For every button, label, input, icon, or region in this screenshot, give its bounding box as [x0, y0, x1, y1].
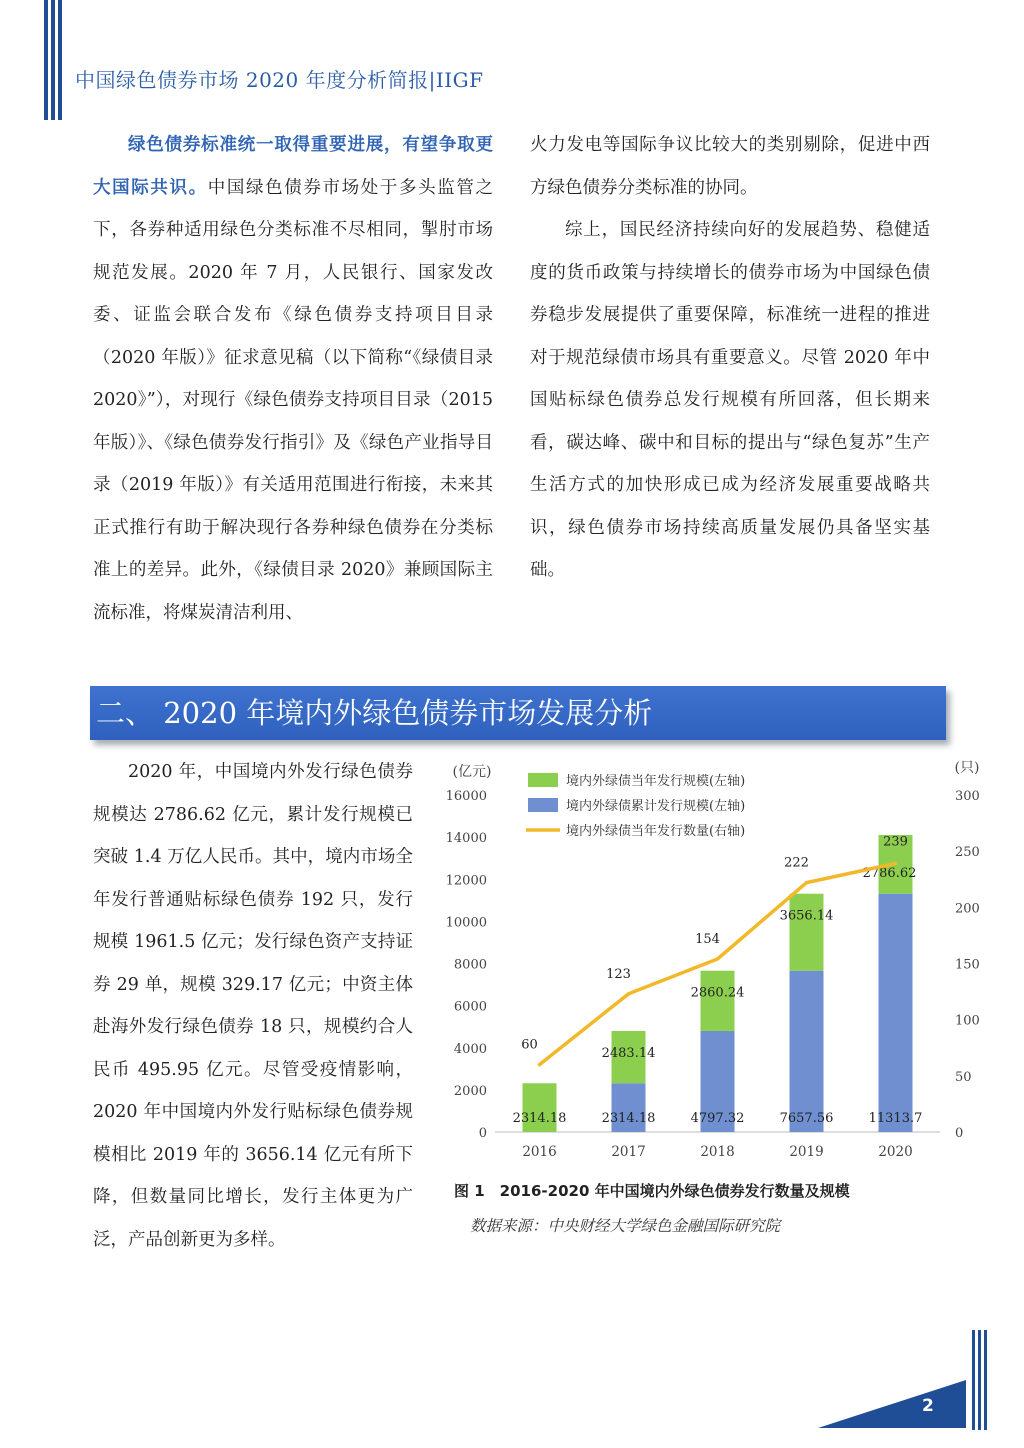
- x-tick-label: 2016: [522, 1144, 557, 1160]
- legend-swatch-bar: [528, 798, 558, 812]
- y-left-unit: (亿元): [452, 764, 492, 780]
- y-right-unit: (只): [954, 760, 980, 776]
- y-right-tick-label: 250: [955, 845, 980, 861]
- data-label-count: 239: [883, 834, 908, 850]
- y-right-tick-label: 150: [955, 957, 980, 973]
- footer-bar: [978, 1330, 981, 1430]
- y-right-tick-label: 50: [955, 1069, 972, 1085]
- data-label-cumulative: 2314.18: [601, 1111, 656, 1126]
- y-left-tick-label: 8000: [453, 957, 487, 973]
- y-left-tick-label: 4000: [453, 1041, 487, 1057]
- left-column-body: 中国绿色债券市场处于多头监管之下，各券种适用绿色分类标准不尽相同，掣肘市场规范发展。2020 年 7 月，人民银行、国家发改委、证监会联合发布《绿色债券支持项目目录（2020 年版）》征求意见稿（以下简称“《绿债目录 2020》”），对现行《绿色债券支持项目目录（2015 年版）》、《绿色债券发行指引》及《绿色产业指导目录（2019 年版）》有关适用范围进行衔接，未来其正式推行有助于解决现行各券种绿色债券在分类标准上的差异。此外，《绿债目录 2020》兼顾国际主流标准，将煤炭清洁利用、: [93, 177, 493, 623]
- bar-annual-2018: [701, 971, 735, 1031]
- data-label-count: 154: [695, 932, 720, 948]
- x-tick-label: 2020: [878, 1144, 913, 1160]
- y-right-tick-label: 0: [955, 1126, 964, 1141]
- left-column-text: [93, 124, 493, 634]
- data-label-annual: 2483.14: [601, 1045, 656, 1061]
- legend-label: 境内外绿债累计发行规模(左轴): [566, 799, 746, 814]
- data-label-count: 123: [606, 966, 631, 982]
- highlight-lead: 绿色债券标准统一取得重要进展，有望争取更大国际共识。: [93, 135, 493, 198]
- legend-label: 境内外绿债当年发行规模(左轴): [566, 774, 746, 789]
- y-left-tick-label: 10000: [445, 915, 487, 931]
- y-right-tick-label: 100: [955, 1013, 980, 1029]
- right-column-para2: 综上，国民经济持续向好的发展趋势、稳健适度的货币政策与持续增长的债券市场为中国绿色债券稳步发展提供了重要保障，标准统一进程的推进对于规范绿债市场具有重要意义。尽管 2020 年中国贴标绿色债券总发行规模有所回落，但长期来看，碳达峰、碳中和目标的提出与“绿色复苏”生产生活方式的加快形成已成为经济发展重要战略共识，绿色债券市场持续高质量发展仍具备坚实基础。: [530, 220, 930, 580]
- x-tick-label: 2018: [700, 1144, 735, 1160]
- x-tick-label: 2017: [611, 1144, 646, 1160]
- header-title: 中国绿色债券市场 2020 年度分析简报|IIGF: [75, 68, 484, 92]
- y-left-tick-label: 2000: [453, 1083, 487, 1099]
- footer-bar: [984, 1330, 987, 1430]
- y-left-tick-label: 0: [478, 1126, 487, 1141]
- figure-source: 数据来源：中央财经大学绿色金融国际研究院: [470, 1217, 781, 1235]
- bar-cumulative-2019: [790, 971, 824, 1132]
- section-banner: 二、 2020 年境内外绿色债券市场发展分析: [90, 686, 946, 740]
- legend-label: 境内外绿债当年发行数量(右轴): [566, 824, 746, 839]
- figure-caption: 图 1 2016-2020 年中国境内外绿色债券发行数量及规模: [454, 1182, 850, 1200]
- x-tick-label: 2019: [789, 1144, 824, 1160]
- figure-chart: [430, 752, 990, 1172]
- data-label-annual: 2860.24: [690, 985, 745, 1001]
- data-label-count: 60: [521, 1037, 538, 1053]
- legend-swatch-bar: [528, 773, 558, 787]
- y-right-tick-label: 300: [955, 789, 980, 804]
- y-left-tick-label: 14000: [445, 831, 487, 847]
- header-bar: [58, 0, 62, 120]
- y-left-tick-label: 16000: [445, 789, 487, 804]
- data-label-cumulative: 7657.56: [779, 1111, 834, 1126]
- data-label-annual: 3656.14: [779, 908, 834, 924]
- bar-cumulative-2020: [879, 894, 913, 1132]
- y-left-tick-label: 12000: [445, 873, 487, 889]
- header-bar: [44, 0, 48, 120]
- data-label-cumulative: 4797.32: [690, 1111, 745, 1126]
- bar-line-chart: [430, 752, 990, 1172]
- footer-triangle: [818, 1380, 968, 1430]
- page-number: 2: [922, 1396, 934, 1416]
- header-bar: [51, 0, 55, 120]
- bar-annual-2019: [790, 894, 824, 971]
- y-left-tick-label: 6000: [453, 999, 487, 1015]
- data-label-cumulative: 11313.7: [868, 1111, 923, 1126]
- y-right-tick-label: 200: [955, 901, 980, 917]
- footer-bar: [972, 1330, 975, 1430]
- data-label-count: 222: [784, 855, 809, 871]
- right-column-para1: 火力发电等国际争议比较大的类别剔除，促进中西方绿色债券分类标准的协同。: [530, 135, 930, 198]
- section-text: 2020 年，中国境内外发行绿色债券规模达 2786.62 亿元，累计发行规模已突破 1.4 万亿人民币。其中，境内市场全年发行普通贴标绿色债券 192 只，发行规模 1961.5 亿元；发行绿色资产支持证券 29 单，规模 329.17 亿元；中资主体赴海外发行绿色债券 18 只，规模约合人民币 495.95 亿元。尽管受疫情影响，2020 年中国境内外发行贴标绿色债券规模相比 2019 年的 3656.14 亿元有所下降，但数量同比增长，发行主体更为广泛，产品创新更为多样。: [93, 762, 413, 1250]
- data-label-cumulative: 2314.18: [512, 1111, 567, 1126]
- data-label-annual: 2786.62: [862, 866, 917, 882]
